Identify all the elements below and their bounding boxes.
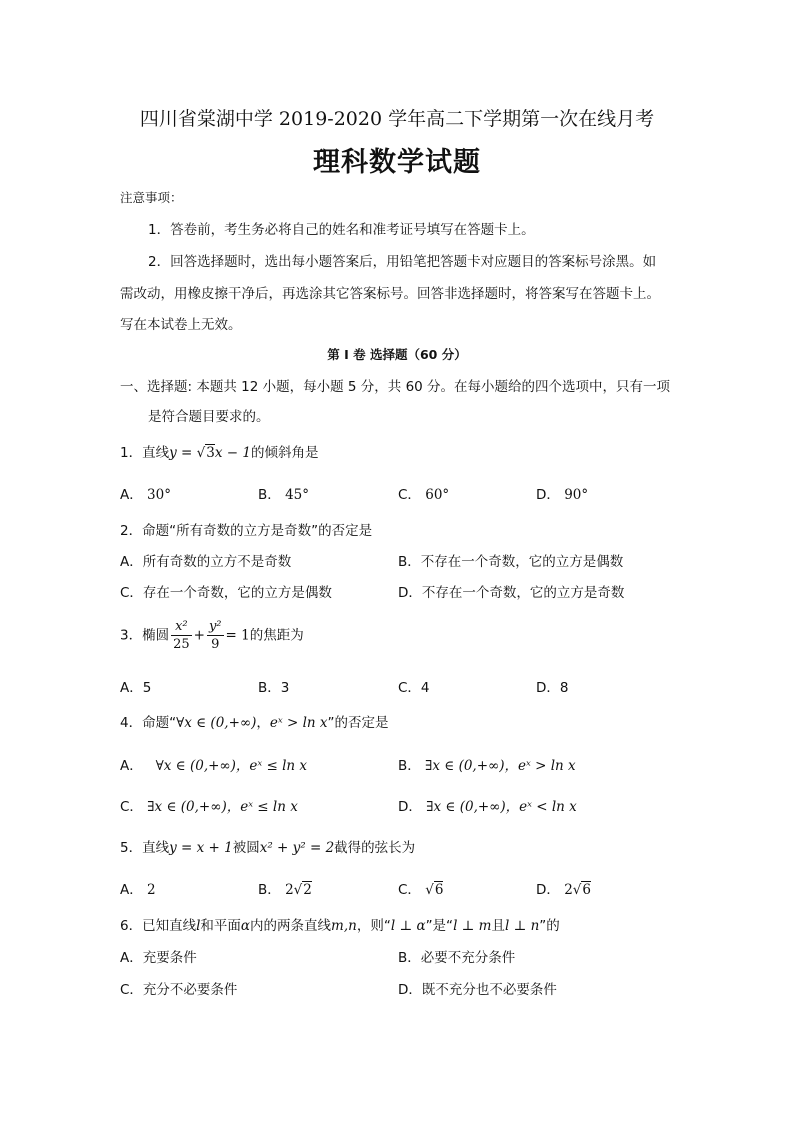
question-3-option-b: B．3 bbox=[258, 680, 290, 696]
question-5-stem: 5．直线y = x + 1被圆x² + y² = 2截得的弦长为 bbox=[120, 840, 416, 856]
question-5-option-d: D． 2√6 bbox=[536, 882, 591, 898]
notes-item-1: 1．答卷前，考生务必将自己的姓名和准考证号填写在答题卡上。 bbox=[148, 222, 535, 238]
question-5-option-c: C． √6 bbox=[398, 882, 444, 898]
volume-title: 第 I 卷 选择题（60 分） bbox=[327, 347, 467, 362]
question-3-option-a: A．5 bbox=[120, 680, 152, 696]
exam-subject-title: 理科数学试题 bbox=[313, 147, 481, 178]
notes-item-2-line-3: 写在本试卷上无效。 bbox=[120, 317, 242, 333]
notes-item-2-line-2: 需改动，用橡皮擦干净后，再选涂其它答案标号。回答非选择题时，将答案写在答题卡上。 bbox=[120, 286, 660, 302]
question-1-stem: 1．直线y = √3x − 1的倾斜角是 bbox=[120, 445, 319, 461]
question-6-option-b: B．必要不充分条件 bbox=[398, 950, 516, 966]
question-5-option-a: A． 2 bbox=[120, 882, 156, 898]
question-1-option-c: C． 60° bbox=[398, 487, 450, 503]
question-3-option-d: D．8 bbox=[536, 680, 569, 696]
question-5-option-b: B． 2√2 bbox=[258, 882, 312, 898]
notes-item-2-line-1: 2．回答选择题时，选出每小题答案后，用铅笔把答题卡对应题目的答案标号涂黑。如 bbox=[148, 254, 657, 270]
question-2-option-c: C．存在一个奇数，它的立方是偶数 bbox=[120, 585, 332, 601]
question-4-stem: 4．命题“∀x ∈ (0,+∞)，eˣ > ln x”的否定是 bbox=[120, 715, 389, 731]
question-1-option-b: B． 45° bbox=[258, 487, 309, 503]
question-3-stem: 3．椭圆 $\frac{\text{x²}}{25}$ + $\frac{\text{y²}}{9}$ = 1的焦距为 bbox=[120, 619, 304, 652]
question-6-option-d: D．既不充分也不必要条件 bbox=[398, 982, 557, 998]
question-1-option-d: D． 90° bbox=[536, 487, 589, 503]
question-2-option-a: A．所有奇数的立方不是奇数 bbox=[120, 554, 292, 570]
question-2-option-b: B．不存在一个奇数，它的立方是偶数 bbox=[398, 554, 624, 570]
question-3-option-c: C．4 bbox=[398, 680, 430, 696]
question-6-option-a: A．充要条件 bbox=[120, 950, 197, 966]
question-4-option-b: B． ∃x ∈ (0,+∞)，eˣ > ln x bbox=[398, 758, 576, 774]
question-1-option-a: A． 30° bbox=[120, 487, 171, 503]
question-6-option-c: C．充分不必要条件 bbox=[120, 982, 238, 998]
question-4-option-a: A． ∀x ∈ (0,+∞)，eˣ ≤ ln x bbox=[120, 758, 308, 774]
question-4-option-c: C． ∃x ∈ (0,+∞)，eˣ ≤ ln x bbox=[120, 799, 298, 815]
ellipse-fraction-x: $\frac{\text{x²}}{25}$ bbox=[173, 619, 190, 652]
question-6-stem: 6．已知直线l和平面α内的两条直线m,n，则“l ⊥ α”是“l ⊥ m且l ⊥ n”的 bbox=[120, 918, 560, 934]
exam-school-title: 四川省棠湖中学 2019-2020 学年高二下学期第一次在线月考 bbox=[139, 108, 655, 130]
notes-heading: 注意事项： bbox=[120, 190, 183, 205]
ellipse-fraction-y: $\frac{\text{y²}}{9}$ bbox=[208, 619, 222, 652]
question-4-option-d: D． ∃x ∈ (0,+∞)，eˣ < ln x bbox=[398, 799, 577, 815]
section-instruction-line-2: 是符合题目要求的。 bbox=[148, 409, 270, 425]
question-2-stem: 2．命题“所有奇数的立方是奇数”的否定是 bbox=[120, 523, 373, 539]
section-instruction-line-1: 一、选择题: 本题共 12 小题，每小题 5 分，共 60 分。在每小题给的四个选项中，只有一项 bbox=[120, 379, 671, 395]
question-2-option-d: D．不存在一个奇数，它的立方是奇数 bbox=[398, 585, 625, 601]
